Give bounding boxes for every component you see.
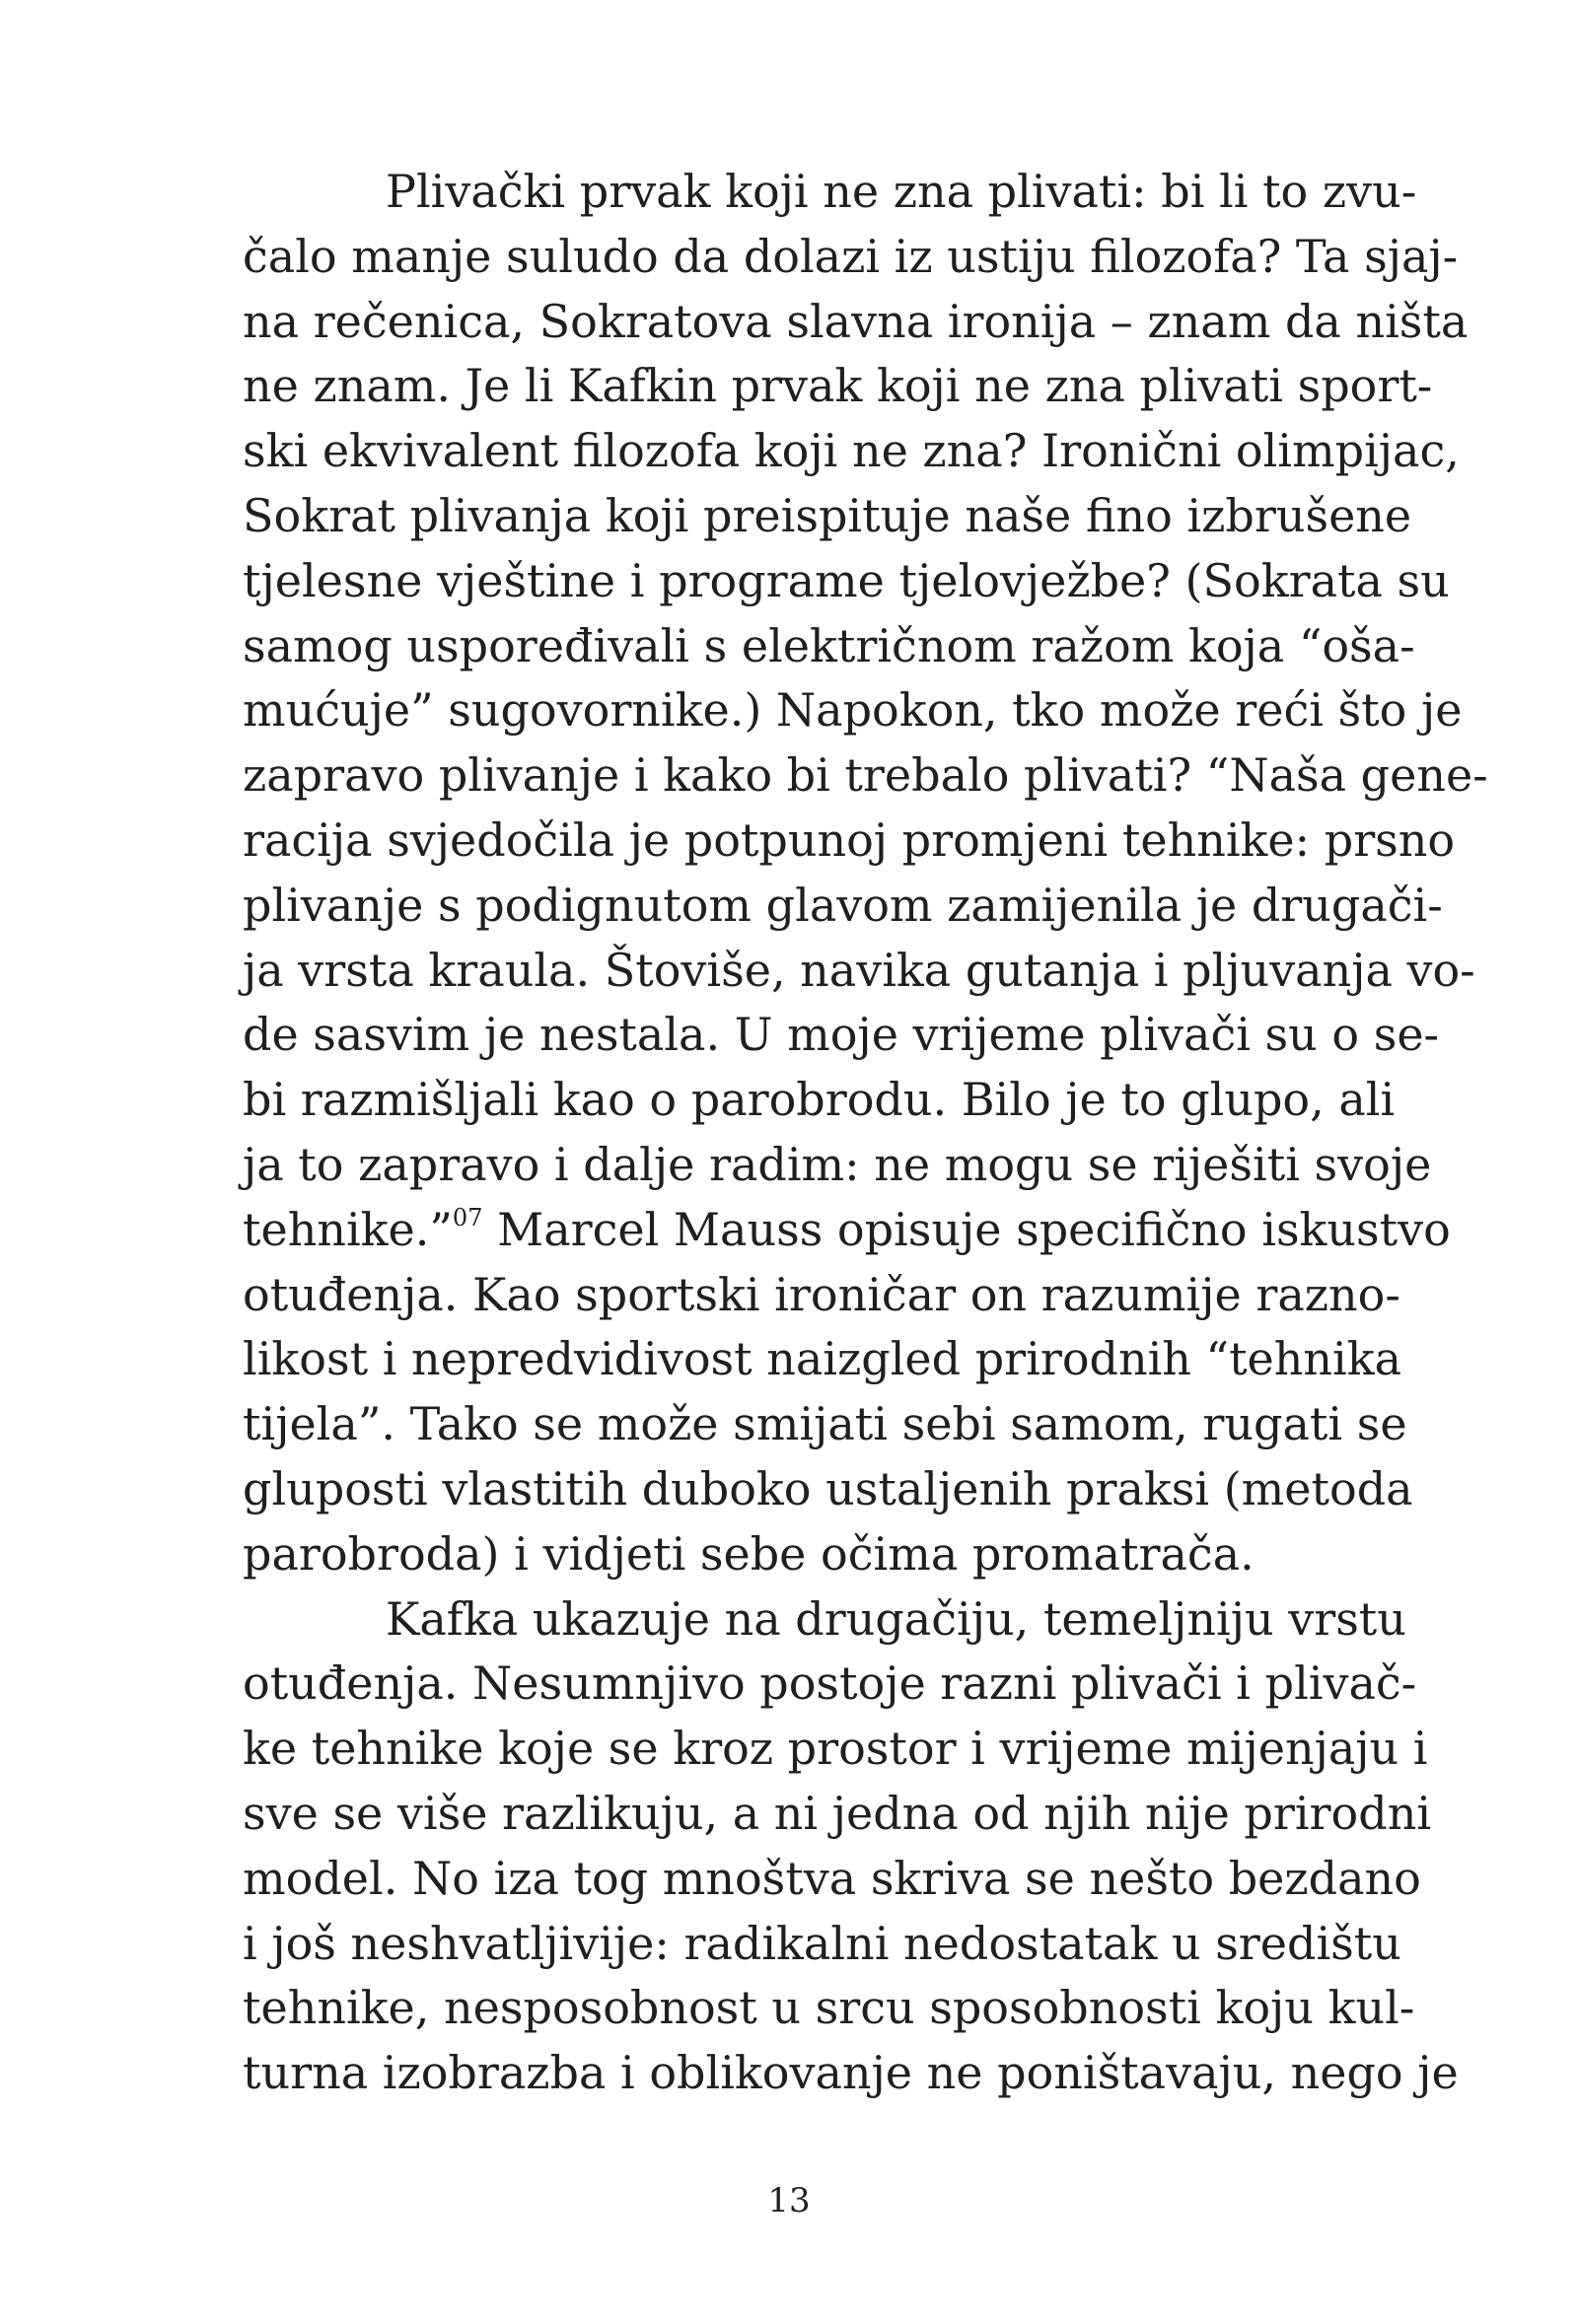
footnote-marker: 07 bbox=[452, 1203, 483, 1232]
text-line: Plivački prvak koji ne zna plivati: bi li to zvu- bbox=[386, 165, 1417, 218]
text-line: na rečenica, Sokratova slavna ironija – znam da ništa bbox=[243, 294, 1469, 348]
text-line: mućuje” sugovornike.) Napokon, tko može reći što je bbox=[243, 683, 1463, 738]
text-line: sve se više razlikuju, a ni jedna od njih nije prirodni bbox=[243, 1786, 1432, 1840]
text-line: samog uspoređivali s električnom ražom koja “oša- bbox=[243, 618, 1415, 672]
text-line: likost i nepredvidivost naizgled prirodnih “tehnika bbox=[243, 1332, 1402, 1386]
text-line: ke tehnike koje se kroz prostor i vrijeme mijenjaju i bbox=[243, 1722, 1428, 1776]
text-line: čalo manje suludo da dolazi iz ustiju filozofa? Ta sjaj- bbox=[243, 229, 1459, 283]
text-line: model. No iza tog mnoštva skriva se nešto bezdano bbox=[243, 1851, 1421, 1905]
text-line: turna izobrazba i oblikovanje ne poništavaju, nego je bbox=[243, 2046, 1459, 2100]
text-line: racija svjedočila je potpunoj promjeni tehnike: prsno bbox=[243, 812, 1456, 867]
text-segment: Marcel Mauss opisuje specifično iskustvo bbox=[482, 1202, 1451, 1256]
text-line: ne znam. Je li Kafkin prvak koji ne zna plivati sport- bbox=[243, 359, 1433, 413]
text-line: Kafka ukazuje na drugačiju, temeljniju vrstu bbox=[386, 1591, 1406, 1646]
text-line: gluposti vlastitih duboko ustaljenih praksi (metoda bbox=[243, 1461, 1413, 1515]
text-line: plivanje s podignutom glavom zamijenila je drugači- bbox=[243, 878, 1443, 932]
text-line: zapravo plivanje i kako bi trebalo plivati? “Naša gene- bbox=[243, 748, 1488, 803]
text-line-with-footnote bbox=[243, 1198, 1451, 1263]
text-line: tehnike, nesposobnost u srcu sposobnosti koju kul- bbox=[243, 1981, 1415, 2035]
text-line: Sokrat plivanja koji preispituje naše fino izbrušene bbox=[243, 488, 1412, 542]
text-line: ja vrsta kraula. Štoviše, navika gutanja i pljuvanja vo- bbox=[243, 943, 1475, 997]
text-line: tjelesne vještine i programe tjelovježbe? (Sokrata su bbox=[243, 553, 1450, 607]
text-segment: tehnike.” bbox=[243, 1202, 453, 1256]
text-line: de sasvim je nestala. U moje vrijeme plivači su o se- bbox=[243, 1008, 1440, 1062]
text-line: bi razmišljali kao o parobrodu. Bilo je to glupo, ali bbox=[243, 1073, 1396, 1127]
text-line: otuđenja. Kao sportski ironičar on razumije razno- bbox=[243, 1267, 1400, 1321]
text-line: tijela”. Tako se može smijati sebi samom, rugati se bbox=[243, 1397, 1407, 1451]
text-line: ja to zapravo i dalje radim: ne mogu se riješiti svoje bbox=[243, 1137, 1432, 1191]
text-line: parobroda) i vidjeti sebe očima promatrača. bbox=[243, 1526, 1255, 1581]
page-number: 13 bbox=[767, 2181, 811, 2220]
text-line: ski ekvivalent filozofa koji ne zna? Ironični olimpijac, bbox=[243, 424, 1460, 478]
body-text bbox=[243, 160, 1488, 2106]
text-line: i još neshvatljivije: radikalni nedostatak u središtu bbox=[243, 1916, 1401, 1970]
text-line: otuđenja. Nesumnjivo postoje razni plivači i plivač- bbox=[243, 1656, 1417, 1711]
